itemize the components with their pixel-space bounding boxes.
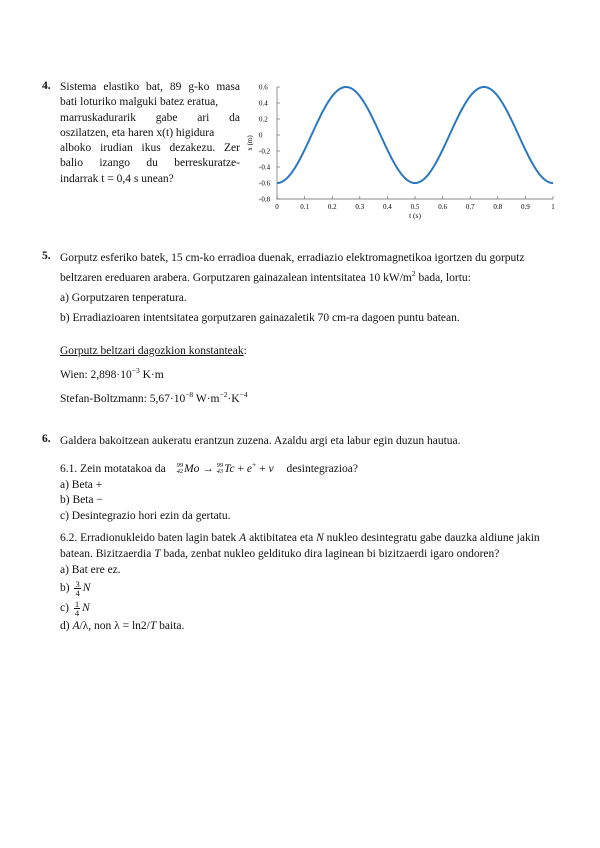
q4-line: Sistema elastiko bat, 89 g-ko masa <box>60 81 240 93</box>
x-tick-label: 0.1 <box>300 203 309 211</box>
y-tick-label: -0.2 <box>259 147 271 156</box>
sb-exponent-m: −2 <box>219 389 228 399</box>
q6-2-option-c <box>60 598 560 618</box>
q6-intro: Galdera bakoitzean aukeratu erantzun zuzena. Azaldu argi eta labur egin duzun hautua. <box>60 435 461 447</box>
decay-equation <box>176 460 277 476</box>
x-tick-label: 0.4 <box>383 203 392 211</box>
constants-heading: Gorputz beltzari dagozkion konstanteak <box>60 344 244 357</box>
q6-1-question <box>60 456 560 478</box>
q5-intro-text: beltzaren ereduaren arabera. Gorputzaren gainazalean intentsitatea 10 kW/m <box>60 271 412 284</box>
q6-2-option-a: a) Bat ere ez. <box>60 564 121 577</box>
q6-1-question-end: desintegrazioa? <box>286 462 358 475</box>
x-tick-label: 1 <box>551 203 555 211</box>
x-tick-label: 0.2 <box>327 203 337 211</box>
neutrino-symbol: ν <box>268 462 274 475</box>
q6-2-text: aktibitatea eta <box>246 532 317 545</box>
sb-value: Stefan-Boltzmann: 5,67·10 <box>60 392 186 405</box>
x-tick-label: 0.7 <box>465 203 475 211</box>
sb-exponent: −8 <box>185 389 194 399</box>
chart-tick-labels <box>259 84 555 212</box>
q6-2-text: nukleo desintegratu gabe dauzka aldiune jakin <box>323 532 540 545</box>
mo-isotope-numbers <box>177 463 184 476</box>
fraction-numerator: 1 <box>74 599 80 610</box>
q6-1-option-b: b) Beta − <box>60 494 103 507</box>
question-4-text <box>60 80 240 187</box>
q5-option-b: b) Erradiazioaren intentsitatea gorputzaren gainazaletik 70 cm-ra dagoen puntu batean. <box>60 311 460 324</box>
mo-mass-number: 99 <box>176 461 184 469</box>
nuclei-symbol: N <box>316 532 324 545</box>
plus-sign: + <box>237 462 244 475</box>
reaction-arrow: → <box>202 462 214 475</box>
half-life-symbol: T <box>154 548 161 561</box>
mo-atomic-number: 42 <box>176 468 184 476</box>
question-4-number: 4. <box>42 80 51 92</box>
tc-symbol: Tc <box>224 462 235 475</box>
q6-1-option-c: c) Desintegrazio hori ezin da gertatu. <box>60 509 231 522</box>
q4-line: alboko irudian ikus dezakezu. Zer <box>60 142 240 155</box>
q6-2-text: 6.2. Erradionukleido baten lagin batek <box>60 532 240 545</box>
plus-sign: + <box>259 462 266 475</box>
q5-intro-line1: Gorputz esferiko batek, 15 cm-ko erradioa duenak, erradiazio elektromagnetikoa igortzen du gorputz <box>60 252 525 264</box>
question-6-text <box>60 433 560 634</box>
q6-1-option-a: a) Beta + <box>60 478 103 491</box>
half-life-symbol: T <box>149 620 157 633</box>
question-5-text <box>60 250 560 406</box>
q4-line: oszilatzen, eta haren x(t) higidura <box>60 126 215 139</box>
y-tick-label: -0.4 <box>259 163 271 172</box>
q6-2-text: bada, zenbat nukleo geldituko dira laginean bi bizitzaerdi igaro ondoren? <box>160 548 500 561</box>
x-tick-label: 0.5 <box>410 203 420 211</box>
q4-line: indarrak t = 0,4 s unean? <box>60 172 174 185</box>
fraction-three-quarters <box>74 580 80 597</box>
y-tick-label: 0.6 <box>259 83 268 92</box>
option-label: b) <box>60 582 70 595</box>
displacement-time-chart <box>248 78 560 226</box>
y-tick-label: 0.4 <box>259 99 268 108</box>
wien-exponent: −3 <box>131 365 140 375</box>
q5-intro-text-end: bada, lortu: <box>415 271 471 284</box>
option-text: baita. <box>156 620 185 633</box>
q6-2-text: batean. Bizitzaerdia <box>60 548 155 561</box>
tc-mass-number: 99 <box>216 461 224 469</box>
y-tick-label: -0.8 <box>259 195 271 204</box>
x-tick-label: 0.3 <box>355 203 365 211</box>
x-tick-label: 0.9 <box>521 203 530 211</box>
fraction-numerator: 3 <box>75 579 80 590</box>
question-6-number: 6. <box>42 433 51 445</box>
q5-intro-line2 <box>60 266 560 286</box>
q5-option-a: a) Gorputzaren tenperatura. <box>60 291 187 304</box>
sb-unit-w: W·m <box>193 392 220 405</box>
mo-symbol: Mo <box>184 462 200 475</box>
sb-exponent-k: −4 <box>239 389 248 399</box>
question-5-number: 5. <box>42 250 51 262</box>
nuclei-symbol: N <box>82 582 91 595</box>
wien-unit: K·m <box>139 368 164 381</box>
positron-charge: + <box>251 460 257 469</box>
x-tick-label: 0.8 <box>493 203 503 211</box>
activity-symbol: A <box>72 620 80 633</box>
option-label: c) <box>60 602 69 615</box>
positron-symbol: e <box>246 462 252 475</box>
q6-2-option-d <box>60 618 560 634</box>
q6-2-line2 <box>60 546 560 562</box>
constants-colon: : <box>243 344 247 357</box>
wien-value: Wien: 2,898·10 <box>60 368 132 381</box>
q5-wien-constant <box>60 363 560 383</box>
q5-stefan-boltzmann-constant <box>60 387 560 407</box>
y-tick-label: 0 <box>259 131 263 140</box>
y-tick-label: -0.6 <box>259 179 271 188</box>
activity-symbol: A <box>239 532 247 545</box>
q4-line: balio izango du berreskuratze- <box>60 157 240 170</box>
q6-2-option-b <box>60 578 560 598</box>
nuclei-symbol: N <box>82 602 90 615</box>
option-label: d) <box>60 620 73 633</box>
q6-1-label: 6.1. Zein motatakoa da <box>60 462 166 475</box>
option-text: /λ, non λ = ln2/ <box>79 620 150 633</box>
y-tick-label: 0.2 <box>259 115 268 124</box>
x-axis-label: t (s) <box>409 211 421 220</box>
fraction-denominator: 4 <box>75 588 80 599</box>
fraction-denominator: 4 <box>74 608 80 619</box>
y-axis-label: x (m) <box>246 135 254 151</box>
tc-atomic-number: 43 <box>216 468 224 476</box>
q4-line: marruskadurarik gabe ari da <box>60 111 240 124</box>
q5-constants-title <box>60 343 560 359</box>
q5-exponent: 2 <box>411 269 416 278</box>
q6-2-line1 <box>60 530 560 546</box>
q4-line: bati loturiko malguki batez eratua, <box>60 96 219 109</box>
sb-unit-k: ·K <box>227 392 240 405</box>
x-tick-label: 0.6 <box>438 203 447 211</box>
x-tick-label: 0 <box>275 203 279 211</box>
series-line <box>277 87 553 183</box>
tc-isotope-numbers <box>217 463 224 476</box>
fraction-one-quarter <box>74 600 80 617</box>
